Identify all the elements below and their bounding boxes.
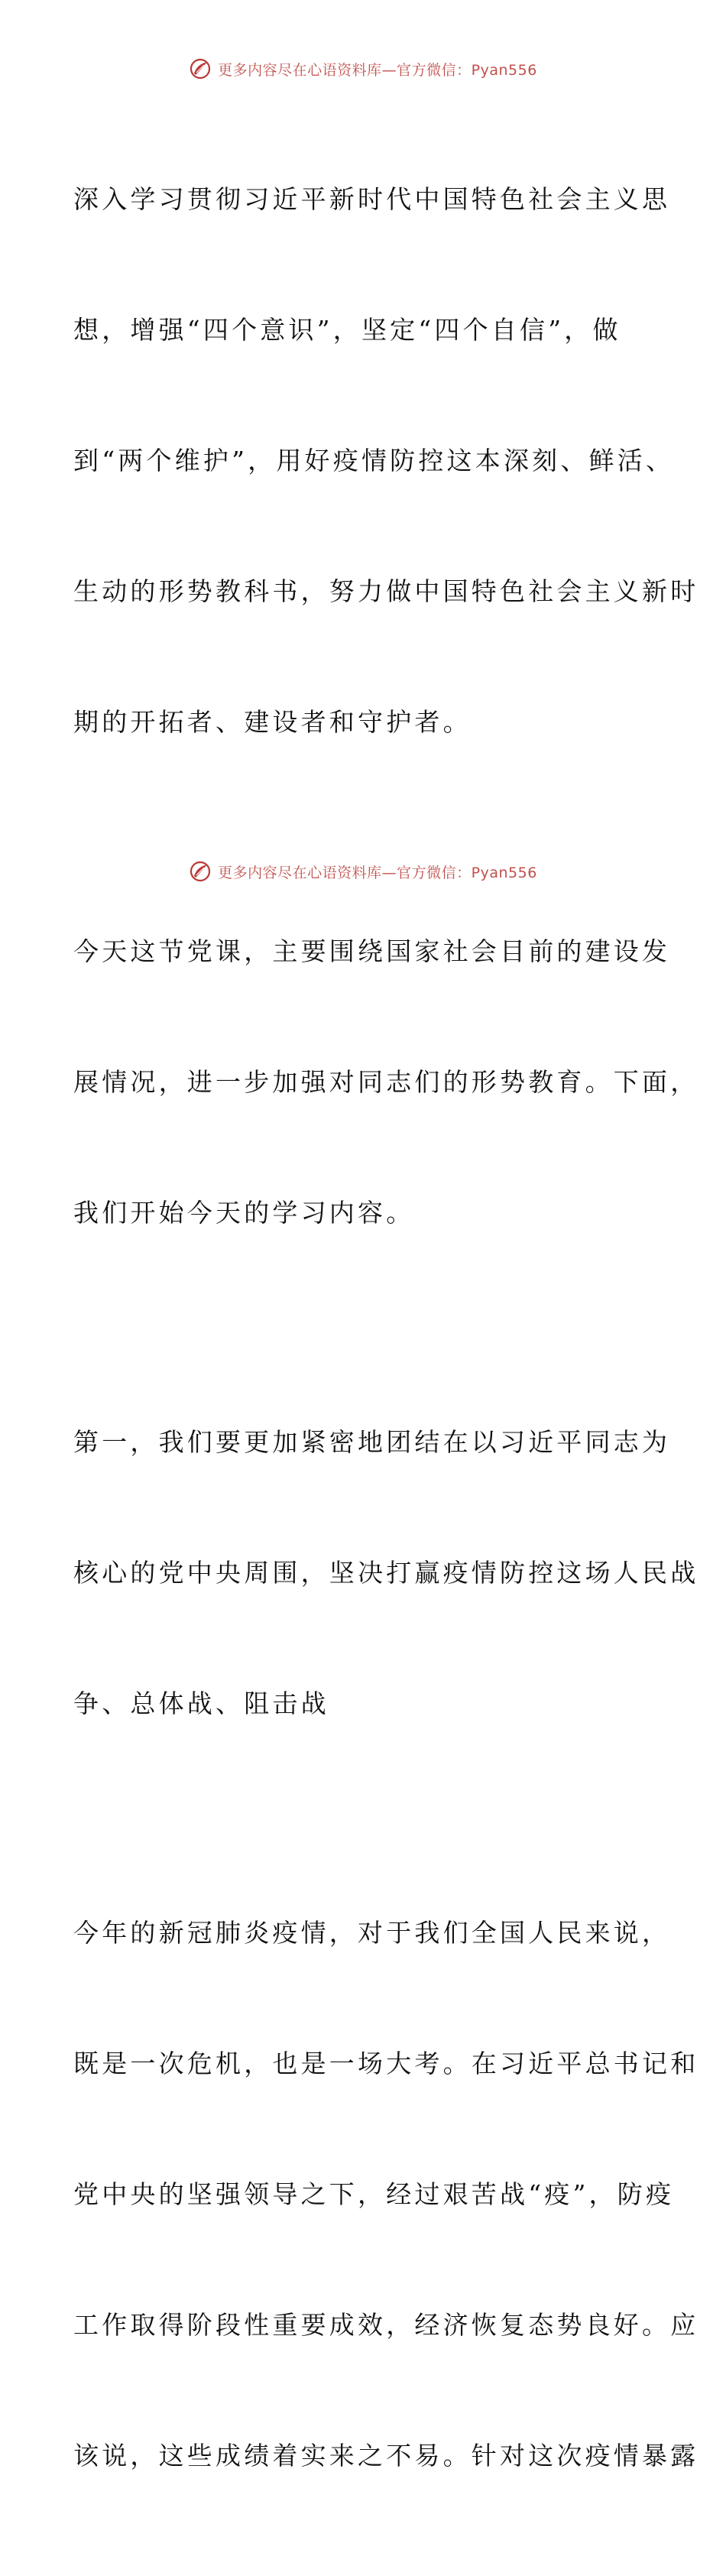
text-line: 核心的党中央周围，坚决打赢疫情防控这场人民战 bbox=[73, 1558, 699, 1588]
watermark-text: 更多内容尽在心语资料库—官方微信：Pyan556 bbox=[218, 864, 537, 881]
paragraph-1 bbox=[73, 90, 699, 831]
text-line: 我们开始今天的学习内容。 bbox=[73, 1198, 415, 1228]
text-line: 该说，这些成绩着实来之不易。针对这次疫情暴露 bbox=[73, 2441, 699, 2471]
text-line: 深入学习贯彻习近平新时代中国特色社会主义思 bbox=[73, 184, 671, 214]
text-line: 第一，我们要更加紧密地团结在以习近平同志为 bbox=[73, 1427, 671, 1457]
logo-icon bbox=[189, 860, 212, 883]
text-line: 到“两个维护”，用好疫情防控这本深刻、鲜活、 bbox=[73, 446, 675, 475]
text-line: 党中央的坚强领导之下，经过艰苦战“疫”，防疫 bbox=[73, 2179, 675, 2209]
text-line: 期的开拓者、建设者和守护者。 bbox=[73, 707, 472, 737]
text-line: 今年的新冠肺炎疫情，对于我们全国人民来说， bbox=[73, 1918, 671, 1948]
footer-watermark bbox=[0, 856, 726, 887]
paragraph-3 bbox=[73, 1333, 699, 1812]
paragraph-2 bbox=[73, 842, 699, 1322]
text-line: 今天这节党课，主要围绕国家社会目前的建设发 bbox=[73, 936, 671, 966]
paragraph-4 bbox=[73, 1824, 699, 2565]
text-line: 生动的形势教科书，努力做中国特色社会主义新时 bbox=[73, 576, 699, 606]
text-line: 展情况，进一步加强对同志们的形势教育。下面， bbox=[73, 1067, 699, 1097]
document-body bbox=[73, 90, 699, 2576]
text-line: 争、总体战、阻击战 bbox=[73, 1689, 329, 1718]
text-line: 既是一次危机，也是一场大考。在习近平总书记和 bbox=[73, 2049, 699, 2078]
watermark-text: 更多内容尽在心语资料库—官方微信：Pyan556 bbox=[218, 61, 537, 79]
text-line: 想，增强“四个意识”，坚定“四个自信”，做 bbox=[73, 315, 621, 345]
text-line: 工作取得阶段性重要成效，经济恢复态势良好。应 bbox=[73, 2310, 699, 2340]
header-watermark bbox=[0, 54, 726, 84]
logo-icon bbox=[189, 57, 212, 80]
